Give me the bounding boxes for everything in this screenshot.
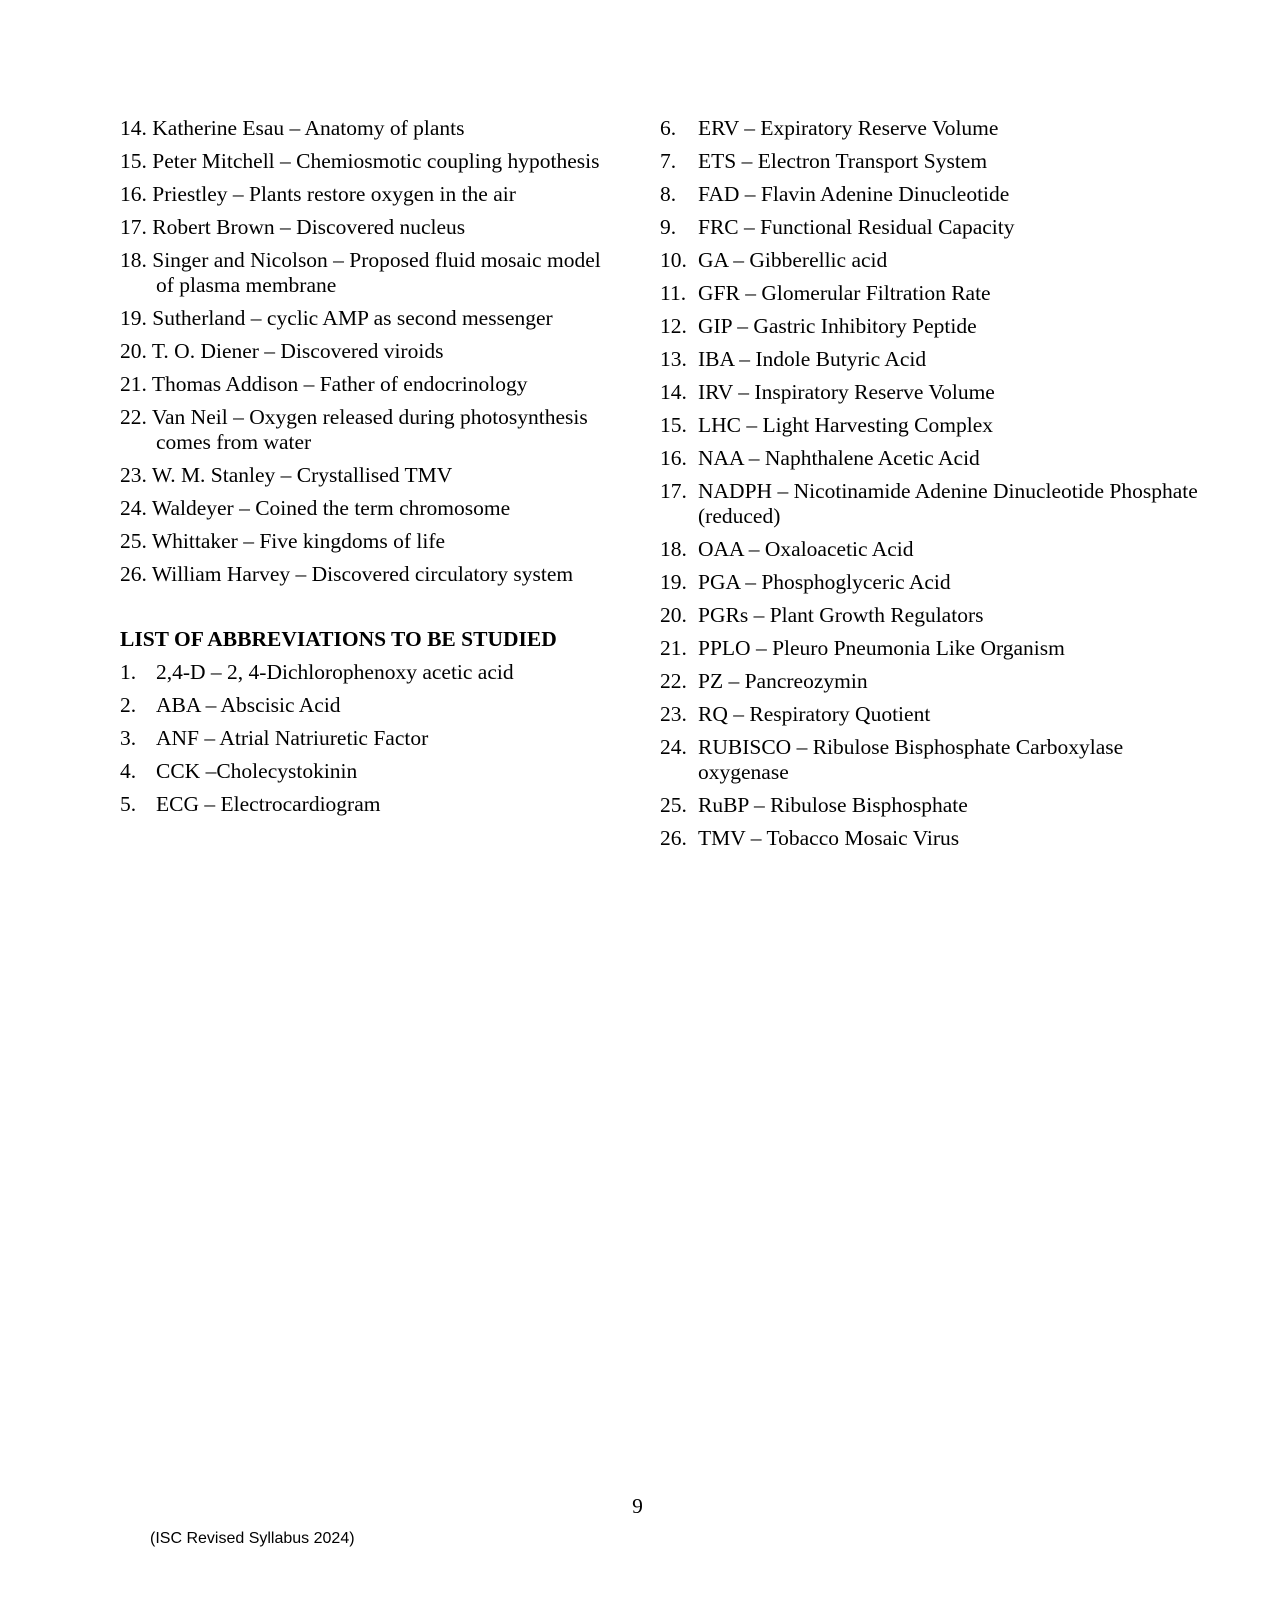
list-item-text: ANF – Atrial Natriuretic Factor <box>156 726 429 750</box>
list-item-text: Van Neil – Oxygen released during photosynthesis comes from water <box>151 405 588 454</box>
list-item-number: 11. <box>660 281 687 305</box>
abbreviations-list-right <box>660 116 1200 851</box>
list-item-number: 26. <box>660 826 687 850</box>
list-item-number: 17. <box>660 479 687 503</box>
list-item <box>660 347 1200 372</box>
list-item-text: LHC – Light Harvesting Complex <box>698 413 993 437</box>
list-item-number: 21. <box>120 372 147 396</box>
scientists-list <box>120 116 620 587</box>
list-item <box>660 281 1200 306</box>
footer-text: (ISC Revised Syllabus 2024) <box>150 1530 355 1547</box>
list-item <box>660 413 1200 438</box>
list-item-text: ERV – Expiratory Reserve Volume <box>698 116 999 140</box>
list-item-number: 19. <box>120 306 147 330</box>
list-item-text: TMV – Tobacco Mosaic Virus <box>698 826 960 850</box>
list-item-text: PZ – Pancreozymin <box>698 669 868 693</box>
list-item-text: PGA – Phosphoglyceric Acid <box>698 570 951 594</box>
list-item-text: RQ – Respiratory Quotient <box>698 702 931 726</box>
list-item <box>120 149 620 174</box>
list-item-number: 18. <box>120 248 147 272</box>
list-item-text: Sutherland – cyclic AMP as second messenger <box>152 306 553 330</box>
list-item-text: NADPH – Nicotinamide Adenine Dinucleotide Phosphate (reduced) <box>698 479 1198 528</box>
list-item-text: T. O. Diener – Discovered viroids <box>151 339 444 363</box>
list-item <box>660 149 1200 174</box>
list-item-text: Katherine Esau – Anatomy of plants <box>152 116 465 140</box>
list-item-text: GA – Gibberellic acid <box>698 248 888 272</box>
list-item-text: Singer and Nicolson – Proposed fluid mosaic model of plasma membrane <box>152 248 601 297</box>
list-item <box>660 537 1200 562</box>
list-item-number: 22. <box>120 405 147 429</box>
left-column <box>120 116 620 825</box>
list-item-text: PGRs – Plant Growth Regulators <box>698 603 984 627</box>
list-item-number: 22. <box>660 669 687 693</box>
list-item-text: Robert Brown – Discovered nucleus <box>152 215 466 239</box>
list-item-text: Whittaker – Five kingdoms of life <box>151 529 446 553</box>
list-item-number: 21. <box>660 636 687 660</box>
list-item-text: ETS – Electron Transport System <box>698 149 988 173</box>
list-item-number: 24. <box>660 735 687 759</box>
list-item-text: ABA – Abscisic Acid <box>156 693 341 717</box>
list-item-text: NAA – Naphthalene Acetic Acid <box>698 446 980 470</box>
list-item <box>120 660 620 685</box>
list-item <box>120 306 620 331</box>
list-item-text: RuBP – Ribulose Bisphosphate <box>698 793 968 817</box>
list-item-text: OAA – Oxaloacetic Acid <box>698 537 914 561</box>
list-item-number: 25. <box>120 529 147 553</box>
list-item <box>660 702 1200 727</box>
list-item <box>660 446 1200 471</box>
list-item-text: FRC – Functional Residual Capacity <box>698 215 1015 239</box>
list-item-number: 13. <box>660 347 687 371</box>
list-item <box>120 339 620 364</box>
list-item-number: 26. <box>120 562 147 586</box>
list-item-number: 3. <box>120 726 137 750</box>
list-item <box>660 793 1200 818</box>
list-item-number: 15. <box>120 149 147 173</box>
list-item <box>120 463 620 488</box>
list-item-text: Waldeyer – Coined the term chromosome <box>151 496 511 520</box>
list-item <box>660 735 1200 785</box>
list-item <box>660 380 1200 405</box>
list-item <box>120 529 620 554</box>
list-item-text: W. M. Stanley – Crystallised TMV <box>151 463 453 487</box>
list-item <box>120 496 620 521</box>
list-item-number: 17. <box>120 215 147 239</box>
list-item <box>660 570 1200 595</box>
list-item <box>660 314 1200 339</box>
list-item-text: PPLO – Pleuro Pneumonia Like Organism <box>698 636 1065 660</box>
list-item-number: 6. <box>660 116 677 140</box>
list-item-text: Priestley – Plants restore oxygen in the air <box>152 182 516 206</box>
list-item <box>120 215 620 240</box>
list-item-number: 14. <box>120 116 147 140</box>
list-item-number: 9. <box>660 215 677 239</box>
list-item <box>660 116 1200 141</box>
list-item <box>660 479 1200 529</box>
list-item-number: 23. <box>660 702 687 726</box>
list-item-number: 23. <box>120 463 147 487</box>
list-item-number: 20. <box>120 339 147 363</box>
list-item-number: 1. <box>120 660 137 684</box>
list-item-number: 15. <box>660 413 687 437</box>
list-item <box>660 603 1200 628</box>
abbreviations-list-left <box>120 660 620 817</box>
list-item-text: GIP – Gastric Inhibitory Peptide <box>698 314 977 338</box>
list-item-number: 16. <box>660 446 687 470</box>
list-item <box>120 759 620 784</box>
list-item <box>120 182 620 207</box>
list-item-number: 16. <box>120 182 147 206</box>
list-item-number: 5. <box>120 792 137 816</box>
list-item <box>120 693 620 718</box>
list-item-text: FAD – Flavin Adenine Dinucleotide <box>698 182 1010 206</box>
list-item <box>660 669 1200 694</box>
list-item <box>660 215 1200 240</box>
list-item-text: Peter Mitchell – Chemiosmotic coupling hypothesis <box>152 149 600 173</box>
list-item-number: 24. <box>120 496 147 520</box>
list-item <box>120 726 620 751</box>
list-item-text: ECG – Electrocardiogram <box>156 792 381 816</box>
list-item-text: CCK –Cholecystokinin <box>156 759 358 783</box>
list-item <box>660 182 1200 207</box>
list-item-text: GFR – Glomerular Filtration Rate <box>698 281 991 305</box>
list-item-text: William Harvey – Discovered circulatory system <box>151 562 574 586</box>
list-item-number: 8. <box>660 182 677 206</box>
list-item-number: 12. <box>660 314 687 338</box>
abbreviations-heading: LIST OF ABBREVIATIONS TO BE STUDIED <box>120 627 557 651</box>
list-item-number: 4. <box>120 759 137 783</box>
list-item-text: 2,4-D – 2, 4-Dichlorophenoxy acetic acid <box>156 660 514 684</box>
list-item <box>660 248 1200 273</box>
list-item <box>120 405 620 455</box>
list-item <box>660 826 1200 851</box>
page-number: 9 <box>632 1494 643 1518</box>
list-item <box>660 636 1200 661</box>
list-item-number: 20. <box>660 603 687 627</box>
list-item-text: IBA – Indole Butyric Acid <box>698 347 927 371</box>
list-item-number: 14. <box>660 380 687 404</box>
list-item <box>120 792 620 817</box>
list-item-text: RUBISCO – Ribulose Bisphosphate Carboxylase oxygenase <box>698 735 1124 784</box>
list-item-number: 19. <box>660 570 687 594</box>
list-item-number: 25. <box>660 793 687 817</box>
list-item <box>120 248 620 298</box>
list-item-number: 10. <box>660 248 687 272</box>
list-item <box>120 116 620 141</box>
list-item-text: Thomas Addison – Father of endocrinology <box>151 372 528 396</box>
list-item-number: 18. <box>660 537 687 561</box>
list-item <box>120 562 620 587</box>
list-item-number: 2. <box>120 693 137 717</box>
right-column <box>660 116 1200 859</box>
list-item-text: IRV – Inspiratory Reserve Volume <box>698 380 995 404</box>
list-item <box>120 372 620 397</box>
list-item-number: 7. <box>660 149 677 173</box>
